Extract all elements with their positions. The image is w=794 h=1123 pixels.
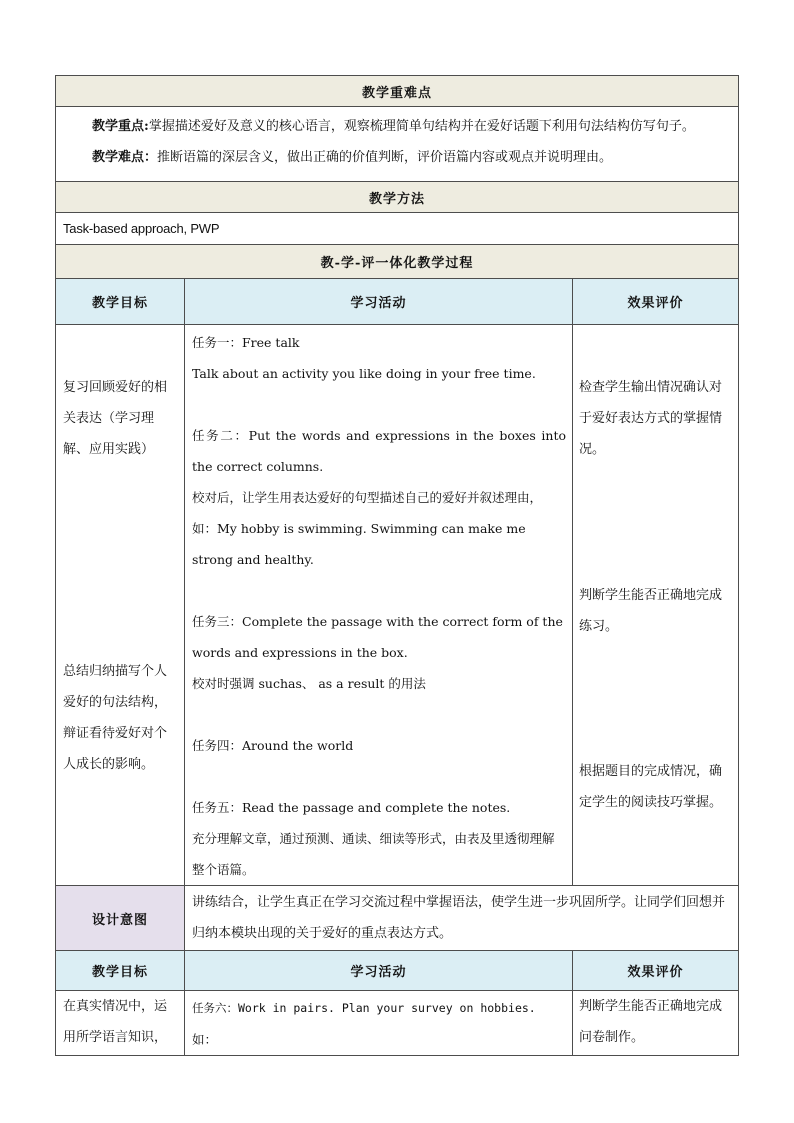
evaluation-3: 根据题目的完成情况，确定学生的阅读技巧掌握。 [579,764,723,810]
task3-title: 任务三：Complete the passage with the correct form of the words and expressions in the box. [192,614,563,660]
task2-line: 校对后，让学生用表达爱好的句型描述自己的爱好并叙述理由，如：My hobby is swimming. Swimming can make me strong and healthy. [192,490,543,567]
task1-title: 任务一：Free talk [192,335,300,350]
col-header-objectives-2: 教学目标 [56,951,185,991]
col-header-activities: 学习活动 [185,279,573,325]
design-intent-text: 讲练结合，让学生真正在学习交流过程中掌握语法，使学生进一步巩固所学。让同学们回想并归纳本模块出现的关于爱好的重点表达方式。 [185,886,739,951]
task3-line: 校对时强调 suchas、 as a result 的用法 [192,676,426,691]
objective-summarize: 总结归纳描写个人爱好的句法结构，辩证看待爱好对个人成长的影响。 [63,664,168,772]
objective-real-situation [56,991,185,1056]
key-points-content [56,107,739,182]
task6-title: 任务六：Work in pairs. Plan your survey on hobbies. [192,1001,536,1015]
col-header-objectives: 教学目标 [56,279,185,325]
activities-cell-2 [185,991,573,1056]
task6-line: 如： [192,1032,218,1047]
col-header-activities-2: 学习活动 [185,951,573,991]
col-header-evaluation: 效果评价 [573,279,739,325]
task5-title: 任务五：Read the passage and complete the notes. [192,800,511,815]
task2-title: 任务二：Put the words and expressions in the boxes into the correct columns. [192,428,566,474]
methods-text: Task-based approach, PWP [56,213,739,245]
design-intent-label: 设计意图 [56,886,185,951]
objective-review: 复习回顾爱好的相关表达（学习理解、应用实践） [63,380,168,457]
evaluation-1: 检查学生输出情况确认对于爱好表达方式的掌握情况。 [579,380,723,457]
lesson-plan-table [55,75,739,1056]
process-header: 教-学-评一体化教学过程 [56,245,739,279]
task5-line: 充分理解文章，通过预测、通读、细读等形式，由表及里透彻理解整个语篇。 [192,831,555,877]
evaluation-survey: 判断学生能否正确地完成问卷制作。 [579,999,723,1045]
key-points-header: 教学重难点 [56,76,739,107]
task1-line: Talk about an activity you like doing in your free time. [192,366,536,381]
objective-real-text: 在真实情况中，运用所学语言知识， [63,999,168,1045]
task4-title: 任务四：Around the world [192,738,354,753]
evaluation-cell-2 [573,991,739,1056]
focus-text: 掌握描述爱好及意义的核心语言，观察梳理简单句结构并在爱好话题下利用句法结构仿写句子。 [148,119,695,134]
col-header-evaluation-2: 效果评价 [573,951,739,991]
difficulty-label: 教学难点： [92,150,158,165]
evaluation-2: 判断学生能否正确地完成练习。 [579,588,723,634]
objectives-cell [56,325,185,886]
methods-header: 教学方法 [56,182,739,213]
difficulty-text: 推断语篇的深层含义，做出正确的价值判断，评价语篇内容或观点并说明理由。 [157,150,613,165]
activities-cell [185,325,573,886]
focus-label: 教学重点: [92,119,149,134]
evaluation-cell [573,325,739,886]
